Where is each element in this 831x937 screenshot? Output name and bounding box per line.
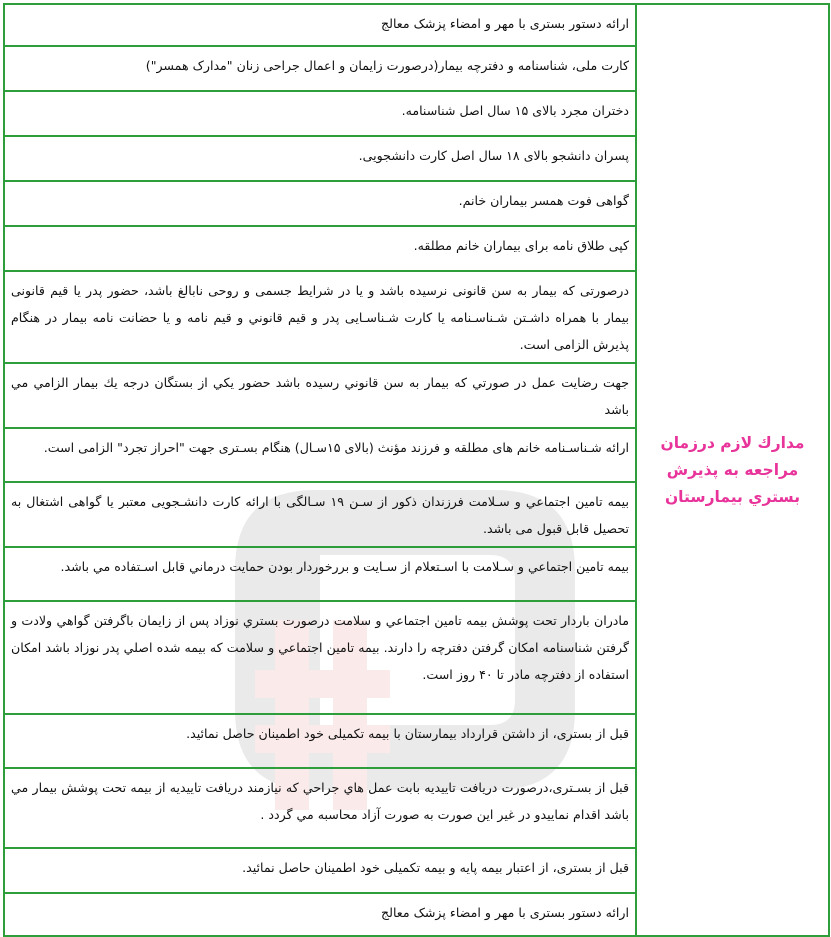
table-row <box>4 136 636 181</box>
table-row <box>4 768 636 848</box>
row-text: گواهی فوت همسر بیماران خانم. <box>458 193 629 208</box>
row-text: قبل از بسـتری،درصورت دريافت تاييديه بابت عمل هاي جراحي كه نيازمند دريافت تاييديه از بيمه تحت پوشش بيمار مي باشد اقدام نماييدو در غير اين صورت به صورت آزاد محاسبه مي گردد . <box>11 780 629 822</box>
table-row <box>4 428 636 482</box>
admission-documents-table <box>3 3 830 937</box>
row-text: کپی طلاق نامه برای بیماران خانم مطلقه. <box>413 238 629 253</box>
row-text: بیمه تامين اجتماعي و سـلامت فرزندان ذكور از سـن ۱۹ سـالگی با ارائه كارت دانشـجویی معتبر یا گواهی اشتغال به تحصیل قابل قبول می باشد. <box>11 494 629 536</box>
row-text: ارائه دستور بستری با مهر و امضاء پزشک معالج <box>380 16 629 31</box>
row-text: قبل از بستری، از اعتبار بیمه پایه و بیمه تکمیلی خود اطمینان حاصل نمائید. <box>242 860 629 875</box>
table-row <box>4 226 636 271</box>
row-text: بيمه تامين اجتماعي و سـلامت با اسـتعلام از سـايت و بررخوردار بودن حمايت درماني قابل اسـتفاده مي باشد. <box>60 559 629 574</box>
row-text: مادران باردار تحت پوشش بیمه تامین اجتماعي و سلامت درصورت بستري نوزاد پس از زايمان باگرفتن گواهي ولادت و گرفتن شناسنامه امكان گرفتن دفترچه را دارند. بیمه تامین اجتماعي و سلامت كه بيمه شده اصلي پدر نوزاد باشد امكان استفاده از دفترچه مادر تا ۴۰ روز است. <box>11 613 629 682</box>
table-row <box>4 482 636 547</box>
table-row <box>4 4 636 46</box>
row-text: دختران مجرد بالای ۱۵ سال اصل شناسنامه. <box>401 103 629 118</box>
table-row <box>4 46 636 91</box>
table-row <box>4 181 636 226</box>
table-row <box>4 547 636 601</box>
row-text: درصورتی که بیمار به سن قانونی نرسیده باشد و یا در شرایط جسمی و روحی نابالغ باشد، حضور پدر یا قیم قانونی بیمار با همراه داشـتن شـناسـنامه یا کارت شـناسـایی پدر و قيم قانوني و قيم نامه و يا حضانت نامه بیمار در هنگام پذیرش الزامی است. <box>11 283 629 352</box>
table-row <box>4 714 636 768</box>
row-text: ارائه شـناسـنامه خانم های مطلقه و فرزند مؤنث (بالای ۱۵سـال) هنگام بسـتری جهت "احراز تجرد" الزامی است. <box>43 440 629 455</box>
row-text: قبل از بستری، از داشتن قرارداد بیمارستان با بیمه تکمیلی خود اطمینان حاصل نمائید. <box>186 726 629 741</box>
table-row <box>4 601 636 714</box>
row-text: جهت رضايت عمل در صورتي كه بيمار به سن قانوني رسيده باشد حضور يكي از بستگان درجه يك بيمار الزامي مي باشد <box>11 375 629 417</box>
row-text: ارائه دستور بستری با مهر و امضاء پزشک معالج <box>380 905 629 920</box>
table-row <box>4 848 636 893</box>
row-text: پسران دانشجو بالای ۱۸ سال اصل کارت دانشجویی. <box>358 148 629 163</box>
table-row <box>4 91 636 136</box>
table-row <box>4 893 636 936</box>
section-title: مدارك لازم درزمان مراجعه به پذيرش بستري بيمارستان <box>636 4 829 936</box>
row-text: کارت ملی، شناسنامه و دفترچه بیمار(درصورت زایمان و اعمال جراحی زنان "مدارک همسر") <box>145 58 629 73</box>
table-row <box>4 363 636 428</box>
table-row <box>4 271 636 363</box>
